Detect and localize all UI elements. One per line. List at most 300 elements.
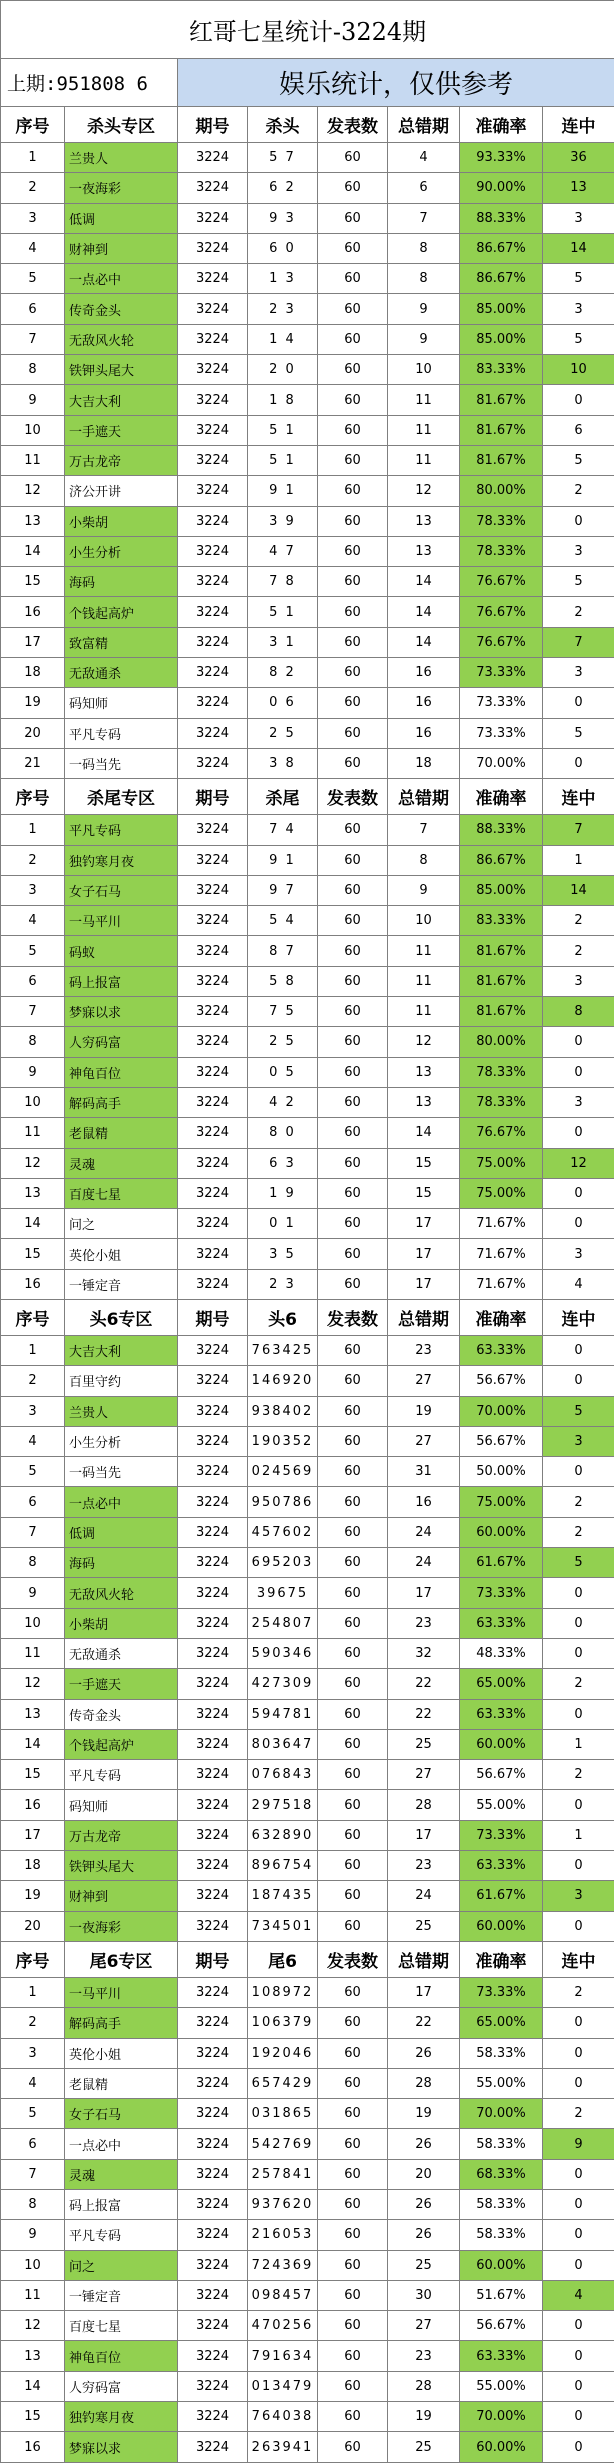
post-count: 60: [318, 355, 388, 385]
row-number: 2: [1, 1366, 65, 1396]
post-count: 60: [318, 627, 388, 657]
pick-value: 5 1: [248, 597, 318, 627]
member-name: 个钱起高炉: [65, 597, 178, 627]
post-count: 60: [318, 688, 388, 718]
table-row: [1, 1366, 614, 1396]
pick-value: 39675: [248, 1578, 318, 1608]
accuracy-rate: 61.67%: [460, 1881, 543, 1911]
win-streak: 0: [543, 2432, 614, 2462]
total-miss: 23: [388, 2341, 460, 2371]
pick-value: 6 2: [248, 173, 318, 203]
win-streak: 10: [543, 355, 614, 385]
accuracy-rate: 83.33%: [460, 355, 543, 385]
row-number: 5: [1, 264, 65, 294]
total-miss: 31: [388, 1457, 460, 1487]
row-number: 14: [1, 536, 65, 566]
row-number: 14: [1, 2371, 65, 2401]
column-header: 准确率: [460, 779, 543, 815]
table-row: [1, 2159, 614, 2189]
table-row: [1, 1669, 614, 1699]
pick-value: 632890: [248, 1820, 318, 1850]
column-header: 期号: [178, 107, 248, 143]
column-header: 序号: [1, 107, 65, 143]
post-count: 60: [318, 2311, 388, 2341]
win-streak: 0: [543, 1057, 614, 1087]
total-miss: 4: [388, 143, 460, 173]
win-streak: 3: [543, 658, 614, 688]
member-name: 问之: [65, 1209, 178, 1239]
table-row: [1, 1396, 614, 1426]
win-streak: 2: [543, 2099, 614, 2129]
period-number: 3224: [178, 627, 248, 657]
accuracy-rate: 56.67%: [460, 1760, 543, 1790]
accuracy-rate: 78.33%: [460, 506, 543, 536]
post-count: 60: [318, 415, 388, 445]
pick-value: 1 3: [248, 264, 318, 294]
table-row: [1, 2311, 614, 2341]
table-row: [1, 1820, 614, 1850]
table-row: [1, 718, 614, 748]
post-count: 60: [318, 1669, 388, 1699]
column-header: 头6: [248, 1299, 318, 1335]
member-name: 一夜海彩: [65, 173, 178, 203]
total-miss: 32: [388, 1638, 460, 1668]
accuracy-rate: 60.00%: [460, 1729, 543, 1759]
period-number: 3224: [178, 1087, 248, 1117]
row-number: 5: [1, 1457, 65, 1487]
member-name: 大吉大利: [65, 1335, 178, 1365]
row-number: 1: [1, 1977, 65, 2007]
period-number: 3224: [178, 1669, 248, 1699]
table-row: [1, 2038, 614, 2068]
period-number: 3224: [178, 233, 248, 263]
accuracy-rate: 80.00%: [460, 1027, 543, 1057]
pick-value: 190352: [248, 1426, 318, 1456]
post-count: 60: [318, 233, 388, 263]
member-name: 兰贵人: [65, 143, 178, 173]
total-miss: 11: [388, 385, 460, 415]
pick-value: 427309: [248, 1669, 318, 1699]
table-row: [1, 1178, 614, 1208]
period-number: 3224: [178, 2402, 248, 2432]
period-number: 3224: [178, 1209, 248, 1239]
period-number: 3224: [178, 2038, 248, 2068]
period-number: 3224: [178, 2159, 248, 2189]
post-count: 60: [318, 1057, 388, 1087]
win-streak: 7: [543, 627, 614, 657]
table-row: [1, 1426, 614, 1456]
total-miss: 17: [388, 1239, 460, 1269]
total-miss: 19: [388, 2099, 460, 2129]
member-name: 梦寐以求: [65, 997, 178, 1027]
post-count: 60: [318, 1760, 388, 1790]
member-name: 百度七星: [65, 1178, 178, 1208]
accuracy-rate: 81.67%: [460, 936, 543, 966]
pick-value: 457602: [248, 1517, 318, 1547]
total-miss: 8: [388, 264, 460, 294]
member-name: 低调: [65, 1517, 178, 1547]
post-count: 60: [318, 1366, 388, 1396]
period-number: 3224: [178, 1881, 248, 1911]
total-miss: 26: [388, 2220, 460, 2250]
column-header: 发表数: [318, 779, 388, 815]
accuracy-rate: 81.67%: [460, 415, 543, 445]
member-name: 无敌风火轮: [65, 1578, 178, 1608]
table-row: [1, 2250, 614, 2280]
win-streak: 0: [543, 1851, 614, 1881]
row-number: 7: [1, 2159, 65, 2189]
post-count: 60: [318, 264, 388, 294]
pick-value: 216053: [248, 2220, 318, 2250]
period-number: 3224: [178, 597, 248, 627]
member-name: 大吉大利: [65, 385, 178, 415]
member-name: 低调: [65, 203, 178, 233]
member-name: 独钓寒月夜: [65, 845, 178, 875]
total-miss: 8: [388, 233, 460, 263]
period-number: 3224: [178, 1578, 248, 1608]
table-row: [1, 2190, 614, 2220]
period-number: 3224: [178, 1396, 248, 1426]
win-streak: 5: [543, 718, 614, 748]
table-row: [1, 1881, 614, 1911]
row-number: 15: [1, 567, 65, 597]
pick-value: 542769: [248, 2129, 318, 2159]
post-count: 60: [318, 815, 388, 845]
win-streak: 1: [543, 1729, 614, 1759]
disclaimer-banner: 娱乐统计，仅供参考: [178, 59, 614, 107]
column-header: 序号: [1, 779, 65, 815]
column-header: 期号: [178, 1941, 248, 1977]
table-row: [1, 2220, 614, 2250]
post-count: 60: [318, 1239, 388, 1269]
total-miss: 28: [388, 1790, 460, 1820]
win-streak: 0: [543, 1366, 614, 1396]
post-count: 60: [318, 1977, 388, 2007]
period-number: 3224: [178, 2129, 248, 2159]
period-number: 3224: [178, 385, 248, 415]
win-streak: 0: [543, 2159, 614, 2189]
member-name: 传奇金头: [65, 294, 178, 324]
post-count: 60: [318, 2159, 388, 2189]
member-name: 灵魂: [65, 2159, 178, 2189]
member-name: 一点必中: [65, 1487, 178, 1517]
post-count: 60: [318, 143, 388, 173]
accuracy-rate: 86.67%: [460, 233, 543, 263]
period-number: 3224: [178, 2220, 248, 2250]
pick-value: 2 3: [248, 294, 318, 324]
member-name: 小柴胡: [65, 1608, 178, 1638]
win-streak: 2: [543, 906, 614, 936]
win-streak: 4: [543, 1269, 614, 1299]
table-row: [1, 1027, 614, 1057]
row-number: 13: [1, 1178, 65, 1208]
accuracy-rate: 86.67%: [460, 264, 543, 294]
pick-value: 6 0: [248, 233, 318, 263]
post-count: 60: [318, 2280, 388, 2310]
member-name: 无敌通杀: [65, 658, 178, 688]
accuracy-rate: 81.67%: [460, 997, 543, 1027]
period-number: 3224: [178, 2311, 248, 2341]
win-streak: 0: [543, 1118, 614, 1148]
row-number: 13: [1, 2341, 65, 2371]
total-miss: 24: [388, 1517, 460, 1547]
table-row: [1, 1729, 614, 1759]
total-miss: 7: [388, 203, 460, 233]
total-miss: 17: [388, 1977, 460, 2007]
pick-value: 695203: [248, 1548, 318, 1578]
period-number: 3224: [178, 1269, 248, 1299]
table-row: [1, 2068, 614, 2098]
win-streak: 0: [543, 506, 614, 536]
member-name: 小柴胡: [65, 506, 178, 536]
pick-value: 764038: [248, 2402, 318, 2432]
total-miss: 6: [388, 173, 460, 203]
accuracy-rate: 61.67%: [460, 1548, 543, 1578]
accuracy-rate: 85.00%: [460, 324, 543, 354]
pick-value: 4 2: [248, 1087, 318, 1117]
member-name: 问之: [65, 2250, 178, 2280]
accuracy-rate: 93.33%: [460, 143, 543, 173]
row-number: 15: [1, 1760, 65, 1790]
accuracy-rate: 75.00%: [460, 1487, 543, 1517]
total-miss: 14: [388, 597, 460, 627]
post-count: 60: [318, 2008, 388, 2038]
period-number: 3224: [178, 294, 248, 324]
total-miss: 11: [388, 415, 460, 445]
accuracy-rate: 81.67%: [460, 966, 543, 996]
period-number: 3224: [178, 1335, 248, 1365]
win-streak: 0: [543, 1911, 614, 1941]
member-name: 一码当先: [65, 1457, 178, 1487]
column-header: 序号: [1, 1941, 65, 1977]
accuracy-rate: 76.67%: [460, 1118, 543, 1148]
accuracy-rate: 58.33%: [460, 2129, 543, 2159]
member-name: 解码高手: [65, 2008, 178, 2038]
total-miss: 27: [388, 1366, 460, 1396]
period-number: 3224: [178, 203, 248, 233]
accuracy-rate: 76.67%: [460, 627, 543, 657]
table-row: [1, 966, 614, 996]
row-number: 11: [1, 1118, 65, 1148]
table-row: [1, 1760, 614, 1790]
table-row: [1, 567, 614, 597]
accuracy-rate: 63.33%: [460, 2341, 543, 2371]
pick-value: 1 8: [248, 385, 318, 415]
accuracy-rate: 60.00%: [460, 1911, 543, 1941]
table-row: [1, 1517, 614, 1547]
row-number: 12: [1, 1669, 65, 1699]
member-name: 一点必中: [65, 2129, 178, 2159]
accuracy-rate: 56.67%: [460, 2311, 543, 2341]
period-number: 3224: [178, 324, 248, 354]
post-count: 60: [318, 2341, 388, 2371]
pick-value: 024569: [248, 1457, 318, 1487]
pick-value: 9 1: [248, 476, 318, 506]
period-number: 3224: [178, 506, 248, 536]
column-header: 杀头专区: [65, 107, 178, 143]
period-number: 3224: [178, 1118, 248, 1148]
member-name: 一锤定音: [65, 2280, 178, 2310]
accuracy-rate: 73.33%: [460, 688, 543, 718]
row-number: 20: [1, 718, 65, 748]
pick-value: 791634: [248, 2341, 318, 2371]
post-count: 60: [318, 1426, 388, 1456]
pick-value: 263941: [248, 2432, 318, 2462]
table-row: [1, 1148, 614, 1178]
accuracy-rate: 58.33%: [460, 2038, 543, 2068]
accuracy-rate: 58.33%: [460, 2220, 543, 2250]
total-miss: 9: [388, 875, 460, 905]
total-miss: 23: [388, 1851, 460, 1881]
total-miss: 16: [388, 658, 460, 688]
pick-value: 9 3: [248, 203, 318, 233]
pick-value: 192046: [248, 2038, 318, 2068]
accuracy-rate: 73.33%: [460, 1578, 543, 1608]
post-count: 60: [318, 1638, 388, 1668]
period-number: 3224: [178, 845, 248, 875]
total-miss: 25: [388, 1729, 460, 1759]
win-streak: 2: [543, 1487, 614, 1517]
row-number: 10: [1, 415, 65, 445]
row-number: 13: [1, 1699, 65, 1729]
period-number: 3224: [178, 815, 248, 845]
accuracy-rate: 83.33%: [460, 906, 543, 936]
row-number: 8: [1, 1548, 65, 1578]
post-count: 60: [318, 476, 388, 506]
post-count: 60: [318, 1457, 388, 1487]
post-count: 60: [318, 997, 388, 1027]
win-streak: 0: [543, 2371, 614, 2401]
pick-value: 146920: [248, 1366, 318, 1396]
total-miss: 11: [388, 936, 460, 966]
pick-value: 098457: [248, 2280, 318, 2310]
total-miss: 14: [388, 1118, 460, 1148]
period-number: 3224: [178, 1699, 248, 1729]
column-header: 准确率: [460, 1299, 543, 1335]
row-number: 2: [1, 2008, 65, 2038]
table-row: [1, 2008, 614, 2038]
pick-value: 108972: [248, 1977, 318, 2007]
win-streak: 3: [543, 203, 614, 233]
accuracy-rate: 65.00%: [460, 2008, 543, 2038]
post-count: 60: [318, 1269, 388, 1299]
pick-value: 5 1: [248, 415, 318, 445]
row-number: 10: [1, 1608, 65, 1638]
total-miss: 17: [388, 1820, 460, 1850]
total-miss: 16: [388, 1487, 460, 1517]
member-name: 财神到: [65, 233, 178, 263]
row-number: 8: [1, 1027, 65, 1057]
accuracy-rate: 58.33%: [460, 2190, 543, 2220]
row-number: 3: [1, 2038, 65, 2068]
row-number: 10: [1, 2250, 65, 2280]
pick-value: 297518: [248, 1790, 318, 1820]
total-miss: 26: [388, 2190, 460, 2220]
post-count: 60: [318, 875, 388, 905]
win-streak: 0: [543, 2341, 614, 2371]
total-miss: 25: [388, 2250, 460, 2280]
total-miss: 27: [388, 1760, 460, 1790]
table-row: [1, 1911, 614, 1941]
column-header: 序号: [1, 1299, 65, 1335]
member-name: 梦寐以求: [65, 2432, 178, 2462]
pick-value: 2 3: [248, 1269, 318, 1299]
table-row: [1, 1118, 614, 1148]
member-name: 万古龙帝: [65, 445, 178, 475]
row-number: 10: [1, 1087, 65, 1117]
total-miss: 8: [388, 845, 460, 875]
period-number: 3224: [178, 1366, 248, 1396]
pick-value: 254807: [248, 1608, 318, 1638]
member-name: 个钱起高炉: [65, 1729, 178, 1759]
column-header: 期号: [178, 1299, 248, 1335]
win-streak: 7: [543, 815, 614, 845]
column-header: 发表数: [318, 107, 388, 143]
row-number: 11: [1, 445, 65, 475]
accuracy-rate: 60.00%: [460, 1517, 543, 1547]
period-number: 3224: [178, 2371, 248, 2401]
win-streak: 0: [543, 2068, 614, 2098]
column-header: 发表数: [318, 1941, 388, 1977]
total-miss: 15: [388, 1178, 460, 1208]
period-number: 3224: [178, 1178, 248, 1208]
table-row: [1, 1457, 614, 1487]
total-miss: 17: [388, 1209, 460, 1239]
pick-value: 938402: [248, 1396, 318, 1426]
period-number: 3224: [178, 1426, 248, 1456]
total-miss: 16: [388, 688, 460, 718]
section-header-row: [1, 779, 614, 815]
pick-value: 470256: [248, 2311, 318, 2341]
total-miss: 25: [388, 1911, 460, 1941]
period-number: 3224: [178, 415, 248, 445]
table-row: [1, 324, 614, 354]
win-streak: 12: [543, 1148, 614, 1178]
win-streak: 1: [543, 845, 614, 875]
post-count: 60: [318, 1790, 388, 1820]
member-name: 无敌风火轮: [65, 324, 178, 354]
post-count: 60: [318, 294, 388, 324]
table-row: [1, 1638, 614, 1668]
pick-value: 3 1: [248, 627, 318, 657]
table-row: [1, 997, 614, 1027]
period-number: 3224: [178, 688, 248, 718]
period-number: 3224: [178, 2068, 248, 2098]
accuracy-rate: 63.33%: [460, 1608, 543, 1638]
total-miss: 24: [388, 1548, 460, 1578]
table-row: [1, 1790, 614, 1820]
win-streak: 3: [543, 536, 614, 566]
total-miss: 24: [388, 1881, 460, 1911]
row-number: 21: [1, 748, 65, 778]
member-name: 一夜海彩: [65, 1911, 178, 1941]
post-count: 60: [318, 1335, 388, 1365]
accuracy-rate: 78.33%: [460, 1057, 543, 1087]
table-row: [1, 845, 614, 875]
period-number: 3224: [178, 906, 248, 936]
table-row: [1, 385, 614, 415]
member-name: 独钓寒月夜: [65, 2402, 178, 2432]
win-streak: 4: [543, 2280, 614, 2310]
win-streak: 1: [543, 1820, 614, 1850]
table-row: [1, 2371, 614, 2401]
row-number: 6: [1, 966, 65, 996]
accuracy-rate: 73.33%: [460, 1820, 543, 1850]
row-number: 5: [1, 936, 65, 966]
table-row: [1, 1057, 614, 1087]
pick-value: 9 1: [248, 845, 318, 875]
period-number: 3224: [178, 1790, 248, 1820]
